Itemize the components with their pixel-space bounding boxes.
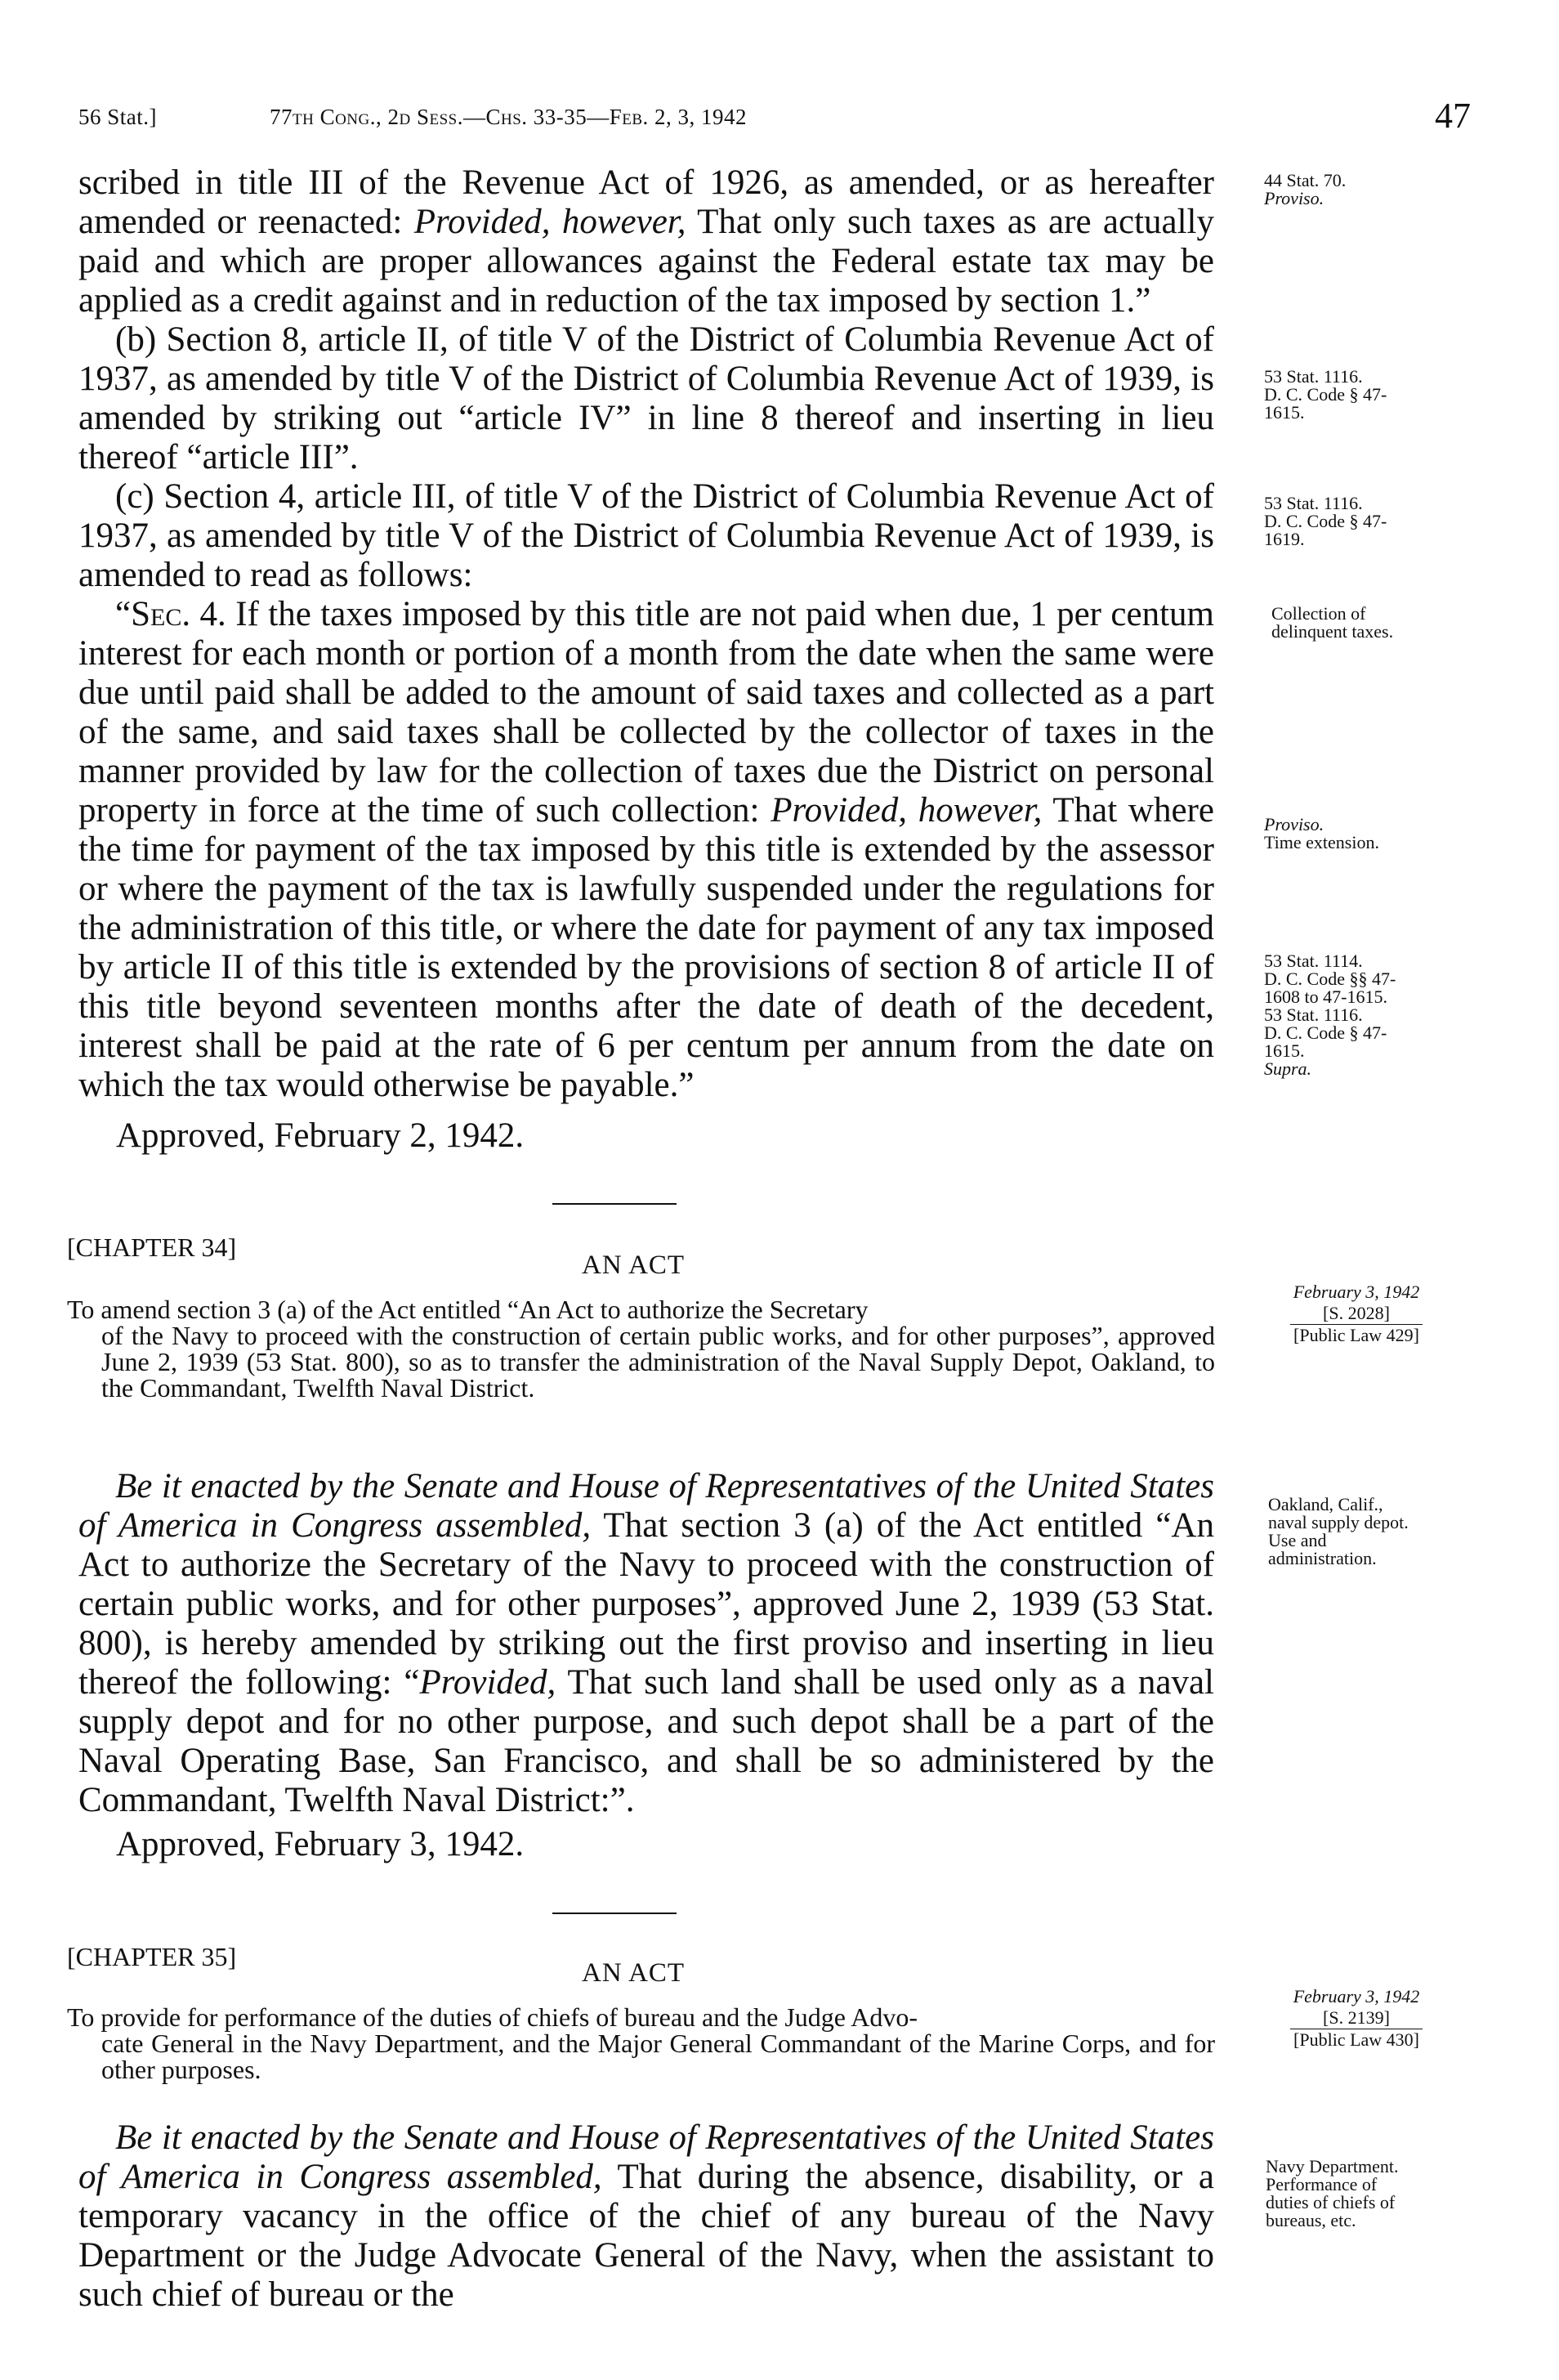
chapter-34-title: To amend section 3 (a) of the Act entitled “An Act to authorize the Secretary of the Navy to proceed with the construction of certain public works, and for other purposes”, approved June 2, 1939 (53 Stat. 800), so as to transfer the administration of the Naval Supply Depot, Oakland, to the Commandant, Twelfth Naval District. — [67, 1295, 1215, 1402]
continued-text — [78, 163, 1214, 1105]
margin-note-navy-department: Navy Department. Performance of duties of chiefs of bureaus, etc. — [1266, 2156, 1399, 2230]
section-divider-rule — [552, 1203, 677, 1205]
paragraph-a-end: scribed in title III of the Revenue Act of 1926, as amended, or as hereafter amended or reenacted: Provided, however, That only such taxes as are actually paid and which are proper allowances against the Federal estate tax may be applied as a credit against and in reduction of the tax imposed by section 1.” — [78, 163, 1214, 320]
margin-note-proviso-time: Proviso. Time extension. — [1264, 814, 1379, 852]
chapter-34-body: Be it enacted by the Senate and House of Representatives of the United States of America in Congress assembled, That section 3 (a) of the Act entitled “An Act to authorize the Secretary of the Navy to proceed with the construction of certain public works, and for other purposes”, approved June 2, 1939 (53 Stat. 800), is hereby amended by striking out the first proviso and inserting in lieu thereof the following: “Provided, That such land shall be used only as a naval supply depot and for no other purpose, and such depot shall be a part of the Naval Operating Base, San Francisco, and shall be so administered by the Commandant, Twelfth Naval District:”. — [78, 1467, 1214, 1819]
chapter-34-enactment-info: February 3, 1942 [S. 2028] [Public Law 429] — [1262, 1282, 1450, 1346]
margin-note-oakland: Oakland, Calif., naval supply depot. Use and administration. — [1268, 1494, 1409, 1568]
approved-feb-3-ch34: Approved, February 3, 1942. — [116, 1825, 525, 1863]
margin-note-53-stat-1619: 53 Stat. 1116. D. C. Code § 47-1619. — [1264, 493, 1387, 549]
chapter-35-enactment-info: February 3, 1942 [S. 2139] [Public Law 430] — [1262, 1986, 1450, 2051]
page-number: 47 — [1435, 96, 1471, 136]
section-divider-rule-2 — [552, 1912, 677, 1914]
chapter-34-label: [CHAPTER 34] — [67, 1232, 237, 1262]
chapter-35-label: [CHAPTER 35] — [67, 1942, 237, 1971]
margin-note-53-stat-1615: 53 Stat. 1116. D. C. Code § 47-1615. — [1264, 366, 1387, 423]
margin-note-44-stat: 44 Stat. 70. Proviso. — [1264, 170, 1347, 208]
header-session: 77th Cong., 2d Sess.—Chs. 33-35—Feb. 2, 3, 1942 — [270, 105, 748, 129]
chapter-34-heading: AN ACT — [582, 1250, 686, 1280]
chapter-35-body: Be it enacted by the Senate and House of Representatives of the United States of America in Congress assembled, That during the absence, disability, or a temporary vacancy in the office of the chief of any bureau of the Navy Department or the Judge Advocate General of the Navy, when the assistant to such chief of bureau or the — [78, 2118, 1214, 2314]
chapter-35-heading: AN ACT — [582, 1958, 686, 1988]
margin-note-collection: Collection of delinquent taxes. — [1271, 603, 1394, 642]
paragraph-b: (b) Section 8, article II, of title V of the District of Columbia Revenue Act of 1937, as amended by title V of the District of Columbia Revenue Act of 1939, is amended by striking out “article IV” in line 8 thereof and inserting in lieu thereof “article III”. — [78, 320, 1214, 476]
paragraph-c: (c) Section 4, article III, of title V of the District of Columbia Revenue Act of 1937, as amended by title V of the District of Columbia Revenue Act of 1939, is amended to read as follows: — [78, 477, 1214, 594]
approved-feb-2: Approved, February 2, 1942. — [116, 1116, 525, 1155]
section-4-text: “Sec. 4. If the taxes imposed by this title are not paid when due, 1 per centum interest for each month or portion of a month from the date when the same were due until paid shall be added to the amount of said taxes and collected as a part of the same, and said taxes shall be collected by the collector of taxes in the manner provided by law for the collection of taxes due the District on personal property in force at the time of such collection: Provided, however, That where the time for payment of the tax imposed by this title is extended by the assessor or where the payment of the tax is lawfully suspended under the regulations for the administration of this title, or where the date for payment of any tax imposed by article II of this title is extended by the provisions of section 8 of article II of this title beyond seventeen months after the date of death of the decedent, interest shall be paid at the rate of 6 per centum per annum from the date on which the tax would otherwise be payable.” — [78, 595, 1214, 1104]
margin-note-53-stat-1114: 53 Stat. 1114. D. C. Code §§ 47-1608 to 47-1615. 53 Stat. 1116. D. C. Code § 47-1615. Supra. — [1264, 951, 1396, 1079]
chapter-35-title: To provide for performance of the duties of chiefs of bureau and the Judge Advo- cate General in the Navy Department, and the Major General Commandant of the Marine Corps, and for other purposes. — [67, 2002, 1215, 2084]
header-volume: 56 Stat.] — [78, 105, 157, 129]
